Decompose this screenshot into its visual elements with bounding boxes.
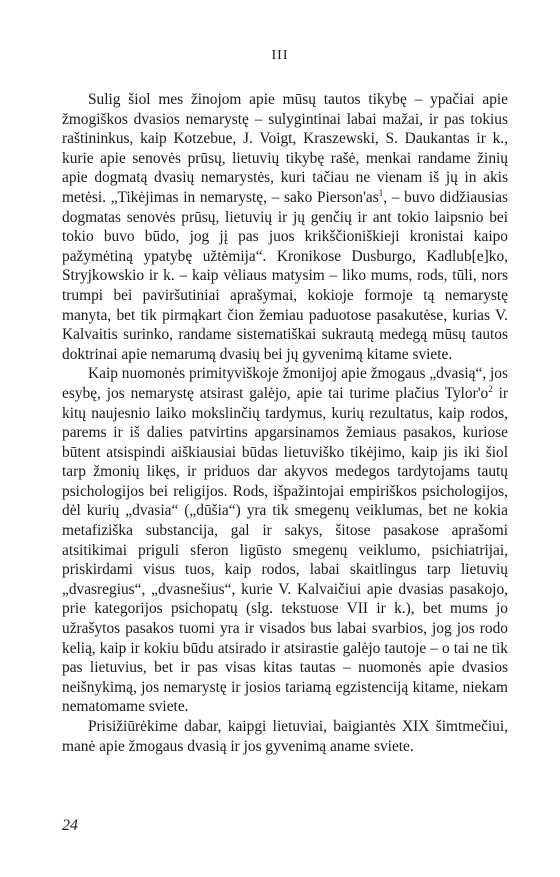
paragraph-2-text-b: ir kitų naujesnio laiko mokslinčių tardymus, kurių rezultatus, kaip rodos, parems ir iš dalies patvirtins apgarsinamos žemiaus pasakos, kuriose būtent atsispindi aiškiausiai būdas lietuviško tikėjimo, kaip jis iki šiol tarp žmonių likęs, ir priduos dar akyvos medegos tardytojams tautų psichologijos bei religijos. Rods, išpažintojai empiriškos psichologijos, dėl kurių „dvasia“ („dūšia“) yra tik smegenų veiklumas, bet ne kokia metafiziška substancija, gal ir sakys, šitose pasakose aprašomi atsitikimai priguli sferon ligūsto smegenų veiklumo, psichiatrijai, priskirdami visus tuos, kaip rodos, labai skaitlingus tarp lietuvių „dvasregius“, „dvasnešius“, kurie V. Kalvaičiui apie dvasias pasakojo, prie kategorijos psichopatų (slg. tekstuose VII ir k.), bet mums jo užrašytos pasakos tuomi yra ir visados bus labai svarbios, jog jos rodo kelią, kaip ir kokiu būdu atsirado ir atsirastie galėjo tautoje – o tai ne tik pas lietuvius, bet ir pas visas kitas tautas – nuomonės apie dvasios neišnykimą, jos nemarystę ir josios tariamą egzistenciją kitame, niekam nematomame sviete.	[62, 384, 509, 716]
page-number: 24	[62, 817, 78, 834]
paragraph-1-text-a: Sulig šiol mes žinojom apie mūsų tautos tikybę – ypačiai apie žmogiškos dvasios nemarystę – sulygintinai labai mažai, ir pas tokius raštininkus, kaip Kotzebue, J. Voigt, Kraszewski, S. Daukantas ir k., kurie apie senovės prūsų, lietuvių tikybę rašė, menkai randame žinių apie dogmatą dvasių nemarystės, kuri tačiau ne vienam iš jų in akis metėsi. „Tikėjimas in nemarystę, – sako Pierson'as	[62, 91, 508, 206]
paragraph-1	[62, 90, 508, 364]
chapter-heading: III	[271, 48, 289, 63]
paragraph-2	[62, 364, 508, 717]
footnote-ref-2: 2	[488, 383, 493, 394]
footnote-ref-1: 1	[378, 187, 384, 198]
page-body	[62, 90, 508, 756]
paragraph-2-text-a: Kaip nuomonės primityviškoje žmonijoj apie žmogaus „dvasią“, jos esybę, jos nemarystę atsirast galėjo, apie tai turime plačius Tylor'o	[62, 365, 508, 402]
paragraph-1-text-b: , – buvo didžiausias dogmatas senovės prūsų, lietuvių ir jų genčių ir ant tokio laipsnio bei tokio buvo būdo, jog jį pas juos krikščioniškieji kronistai kaipo pažymėtiną ypatybę užtėmija“. Kronikose Dusburgo, Kadlub[e]ko, Stryjkowskio ir k. – kaip vėliaus matysim – liko mums, rods, tūli, nors trumpi bei paviršutiniai aprašymai, kokioje formoje tą nemarystę manyta, bet tik pirmąkart čion žemiau paduotose pasakutėse, kurias V. Kalvaitis surinko, randame sistematiškai sukrautą medegą mūsų tautos doktrinai apie nemarumą dvasių bei jų gyvenimą kitame sviete.	[62, 188, 508, 363]
paragraph-3: Prisižiūrėkime dabar, kaipgi lietuviai, baigiantės XIX šimtmečiui, manė apie žmogaus dvasią ir jos gyvenimą aname sviete.	[62, 718, 508, 755]
